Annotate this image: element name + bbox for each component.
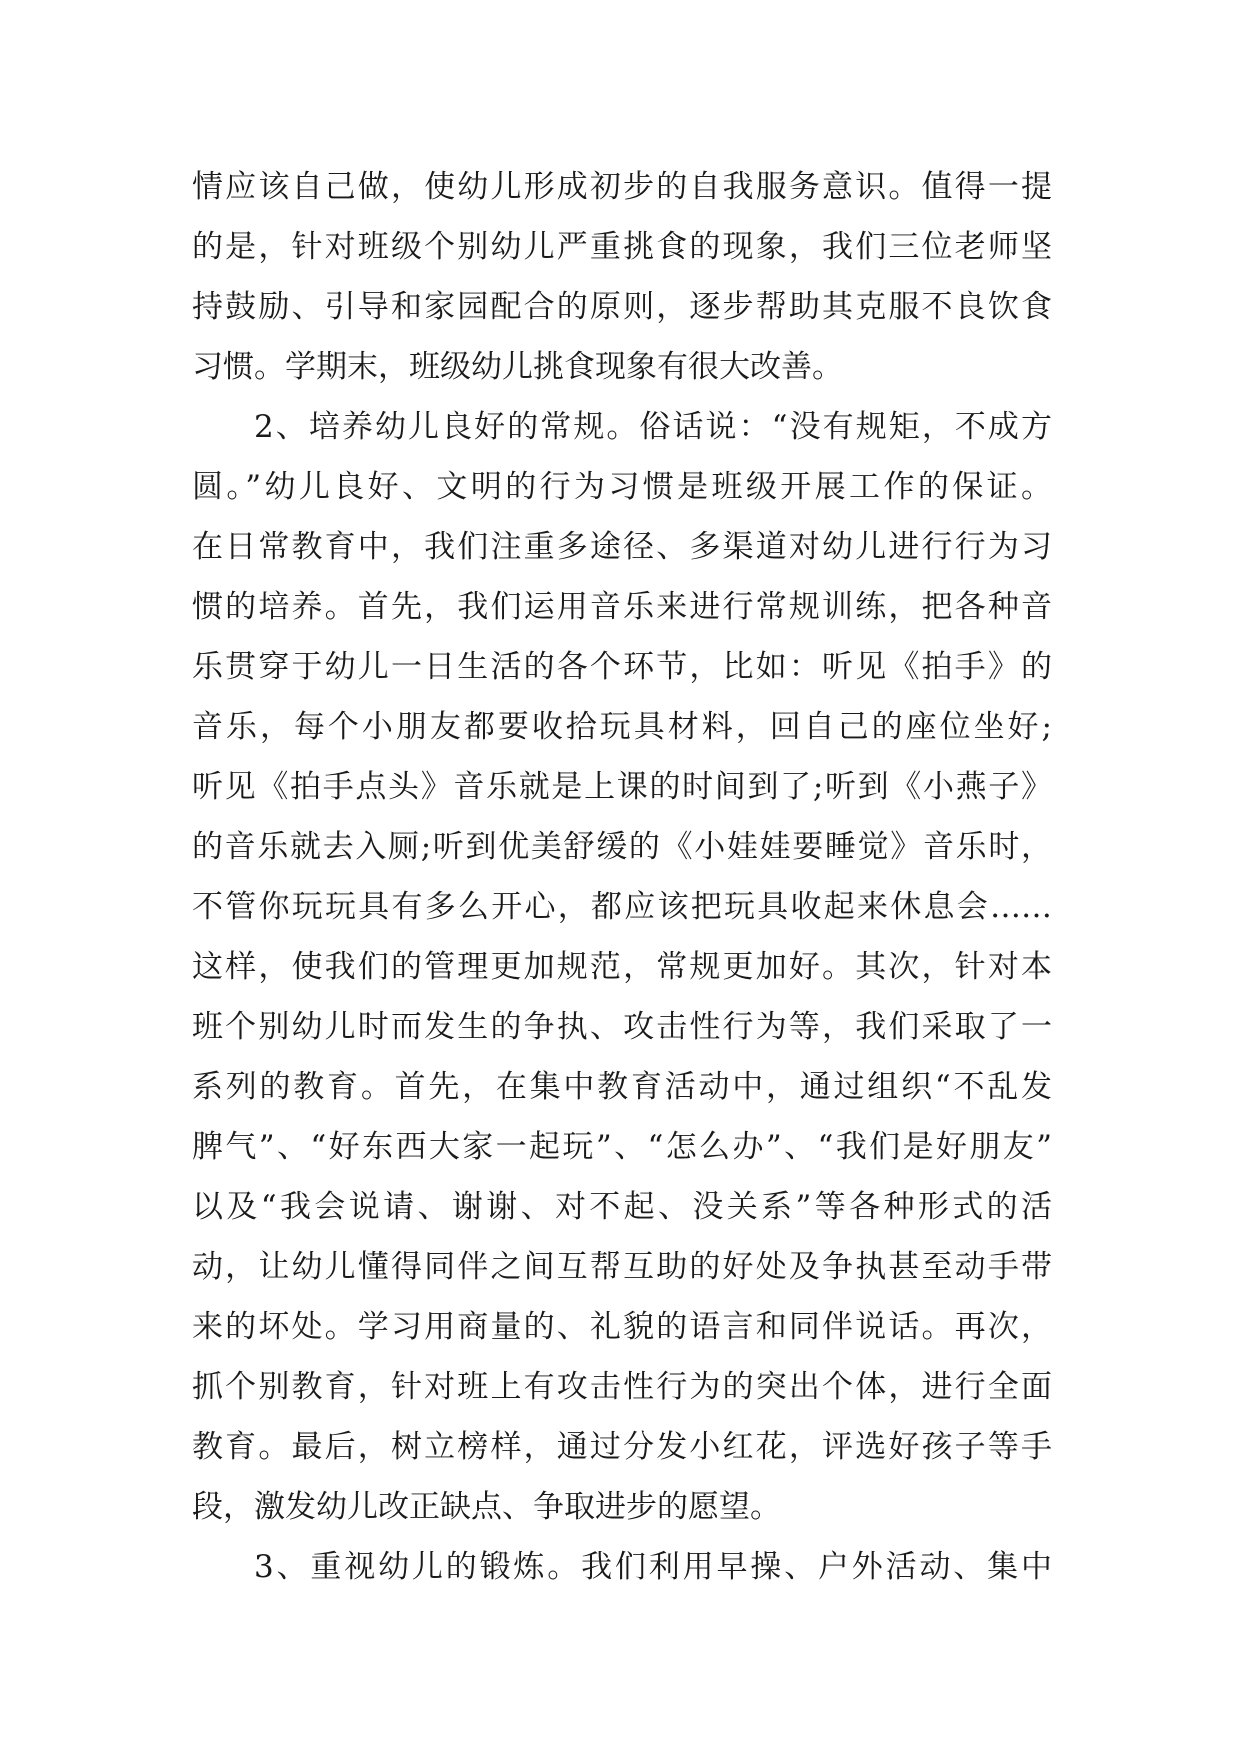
text-line: 的是，针对班级个别幼儿严重挑食的现象，我们三位老师坚 bbox=[192, 229, 1052, 265]
text-line: 听见《拍手点头》音乐就是上课的时间到了;听到《小燕子》 bbox=[192, 769, 1052, 805]
text-line: 持鼓励、引导和家园配合的原则，逐步帮助其克服不良饮食 bbox=[192, 289, 1052, 325]
text-line: 在日常教育中，我们注重多途径、多渠道对幼儿进行行为习 bbox=[192, 529, 1052, 565]
text-line: 2、培养幼儿良好的常规。俗话说：“没有规矩，不成方 bbox=[254, 409, 1052, 445]
text-line: 以及“我会说请、谢谢、对不起、没关系”等各种形式的活 bbox=[192, 1189, 1052, 1225]
text-line: 这样，使我们的管理更加规范，常规更加好。其次，针对本 bbox=[192, 949, 1052, 985]
text-line: 不管你玩玩具有多么开心，都应该把玩具收起来休息会…… bbox=[192, 889, 1052, 925]
text-line: 情应该自己做，使幼儿形成初步的自我服务意识。值得一提 bbox=[192, 169, 1052, 205]
text-line: 段，激发幼儿改正缺点、争取进步的愿望。 bbox=[192, 1489, 781, 1525]
text-line: 惯的培养。首先，我们运用音乐来进行常规训练，把各种音 bbox=[192, 589, 1052, 625]
text-line: 系列的教育。首先，在集中教育活动中，通过组织“不乱发 bbox=[192, 1069, 1052, 1105]
text-line: 3、重视幼儿的锻炼。我们利用早操、户外活动、集中 bbox=[254, 1549, 1052, 1585]
text-line: 教育。最后，树立榜样，通过分发小红花，评选好孩子等手 bbox=[192, 1429, 1052, 1465]
text-line: 脾气”、“好东西大家一起玩”、“怎么办”、“我们是好朋友” bbox=[192, 1129, 1052, 1165]
text-line: 来的坏处。学习用商量的、礼貌的语言和同伴说话。再次， bbox=[192, 1309, 1052, 1345]
text-line: 班个别幼儿时而发生的争执、攻击性行为等，我们采取了一 bbox=[192, 1009, 1052, 1045]
text-line: 的音乐就去入厕;听到优美舒缓的《小娃娃要睡觉》音乐时， bbox=[192, 829, 1052, 865]
text-line: 动，让幼儿懂得同伴之间互帮互助的好处及争执甚至动手带 bbox=[192, 1249, 1052, 1285]
text-line: 习惯。学期末，班级幼儿挑食现象有很大改善。 bbox=[192, 349, 843, 385]
body-text bbox=[192, 157, 1052, 1597]
text-line: 圆。”幼儿良好、文明的行为习惯是班级开展工作的保证。 bbox=[192, 469, 1052, 505]
text-line: 乐贯穿于幼儿一日生活的各个环节，比如：听见《拍手》的 bbox=[192, 649, 1052, 685]
text-line: 抓个别教育，针对班上有攻击性行为的突出个体，进行全面 bbox=[192, 1369, 1052, 1405]
text-line: 音乐，每个小朋友都要收拾玩具材料，回自己的座位坐好; bbox=[192, 709, 1052, 745]
